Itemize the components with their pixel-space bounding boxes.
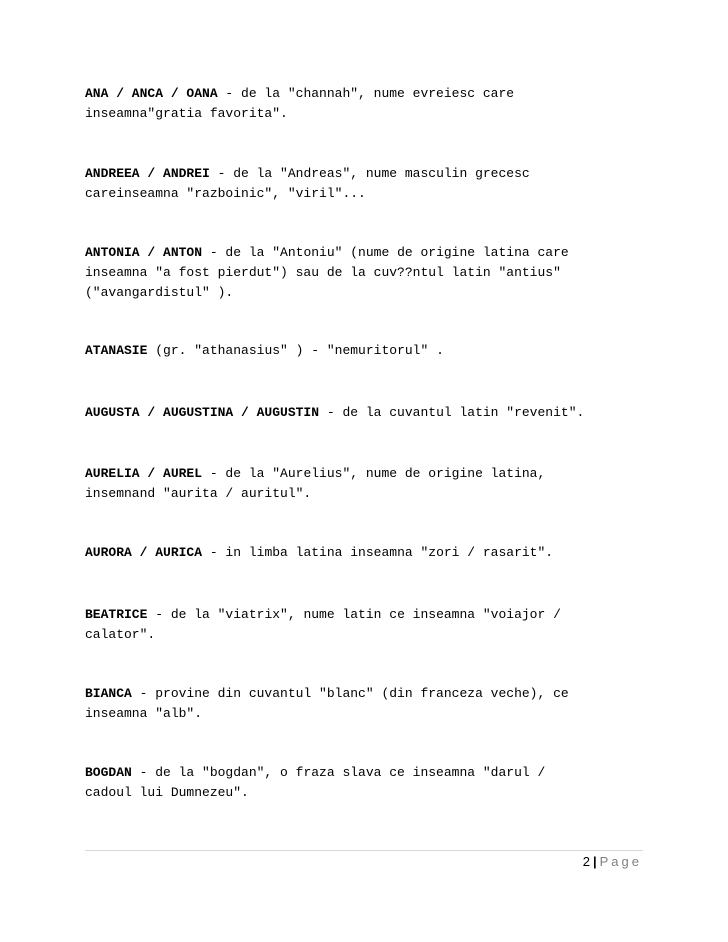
- entry-text: - de la "Aurelius", nume de origine latina, insemnand "aurita / auritul".: [85, 466, 546, 501]
- entry-atanasie: [85, 341, 645, 361]
- entry-text: - in limba latina inseamna "zori / rasarit".: [202, 545, 554, 560]
- entry-ana: [85, 84, 645, 124]
- entry-name: BOGDAN: [85, 765, 132, 780]
- entry-text: - de la "channah", nume evreiesc care inseamna"gratia favorita".: [85, 86, 515, 121]
- entry-name: AUGUSTA / AUGUSTINA / AUGUSTIN: [85, 405, 320, 420]
- entry-text: - de la cuvantul latin "revenit".: [319, 405, 585, 420]
- entry-text: - de la "Antoniu" (nume de origine latina care inseamna "a fost pierdut") sau de la cuv??ntul latin "antius" ("avangardistul" ).: [85, 245, 569, 300]
- footer-divider: [85, 850, 643, 851]
- entry-aurora: [85, 543, 645, 563]
- entry-aurelia: [85, 464, 645, 504]
- entry-text: - de la "Andreas", nume masculin grecesc careinseamna "razboinic", "viril"...: [85, 166, 530, 201]
- entry-name: ANTONIA / ANTON: [85, 245, 203, 260]
- entry-augusta: [85, 403, 645, 423]
- entry-name: BIANCA: [85, 686, 132, 701]
- entry-name: ANDREEA / ANDREI: [85, 166, 210, 181]
- entry-beatrice: [85, 605, 645, 645]
- entry-bianca: [85, 684, 645, 724]
- entry-name: AURORA / AURICA: [85, 545, 203, 560]
- entry-andreea: [85, 164, 645, 204]
- entry-name: BEATRICE: [85, 607, 148, 622]
- entry-name: ANA / ANCA / OANA: [85, 86, 218, 101]
- page-label: Page: [599, 854, 642, 869]
- entry-text: (gr. "athanasius" ) - "nemuritorul" .: [147, 343, 444, 358]
- entry-text: - provine din cuvantul "blanc" (din franceza veche), ce inseamna "alb".: [85, 686, 569, 721]
- footer-separator: |: [592, 854, 597, 869]
- entry-antonia: [85, 243, 645, 303]
- entry-bogdan: [85, 763, 645, 803]
- page-footer: [583, 854, 642, 870]
- entry-name: ATANASIE: [85, 343, 148, 358]
- entry-name: AURELIA / AUREL: [85, 466, 203, 481]
- entry-text: - de la "bogdan", o fraza slava ce inseamna "darul / cadoul lui Dumnezeu".: [85, 765, 546, 800]
- page-number: 2: [582, 854, 590, 869]
- entry-text: - de la "viatrix", nume latin ce inseamna "voiajor / calator".: [85, 607, 561, 642]
